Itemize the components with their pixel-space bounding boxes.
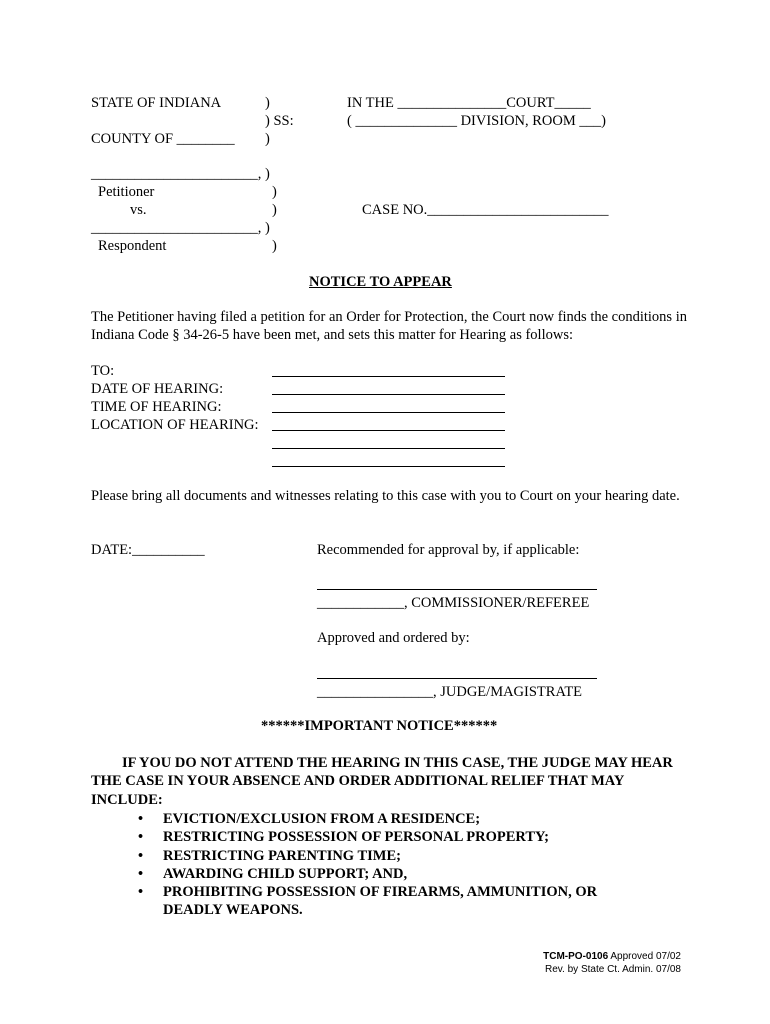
commissioner-field[interactable]: ____________, COMMISSIONER/REFEREE — [317, 595, 590, 611]
commissioner-signature-line[interactable] — [317, 589, 597, 590]
bullet-icon: • — [138, 829, 144, 846]
respondent-field[interactable]: _______________________, ) — [91, 220, 270, 236]
bring-documents-paragraph: Please bring all documents and witnesses relating to this case with you to Court on your hearing date. — [91, 488, 680, 504]
intro-paragraph: The Petitioner having filed a petition for an Order for Protection, the Court now finds the conditions in Indiana Code § 34-26-5 have been met, and sets this matter for Hearing as follows: — [91, 309, 687, 343]
list-item: • PROHIBITING POSSESSION OF FIREARMS, AMMUNITION, OR DEADLY WEAPONS. — [138, 884, 598, 919]
county-field[interactable]: COUNTY OF ________ — [91, 131, 235, 147]
caption-paren: ) — [265, 95, 270, 111]
case-number-field[interactable]: CASE NO._________________________ — [362, 202, 609, 218]
hearing-location-input-line[interactable] — [272, 430, 505, 431]
relief-list — [138, 810, 623, 920]
to-input-line[interactable] — [272, 376, 505, 377]
list-item: • RESTRICTING POSSESSION OF PERSONAL PROPERTY; — [138, 829, 549, 846]
hearing-time-input-line[interactable] — [272, 412, 505, 413]
court-field[interactable]: IN THE _______________COURT_____ — [347, 95, 591, 111]
caption-paren: ) — [265, 131, 270, 147]
petitioner-label: Petitioner — [98, 184, 155, 200]
division-room-field[interactable]: ( ______________ DIVISION, ROOM ___) — [347, 113, 606, 129]
approved-date: Approved 07/02 — [610, 951, 681, 962]
hearing-location-input-line-2[interactable] — [272, 448, 505, 449]
versus-label: vs. — [130, 202, 147, 218]
petitioner-field[interactable]: _______________________, ) — [91, 166, 270, 182]
list-item: • AWARDING CHILD SUPPORT; AND, — [138, 865, 408, 882]
date-field[interactable]: DATE:__________ — [91, 542, 205, 558]
state-label: STATE OF INDIANA — [91, 95, 222, 111]
form-code: TCM-PO-0106 — [543, 951, 609, 962]
bullet-icon: • — [138, 811, 144, 827]
list-item: • RESTRICTING PARENTING TIME; — [138, 847, 401, 864]
respondent-label: Respondent — [98, 238, 167, 254]
form-code-line — [543, 950, 681, 963]
bullet-icon: • — [138, 865, 144, 882]
bullet-icon: • — [138, 884, 144, 901]
approved-label: Approved and ordered by: — [317, 630, 470, 646]
warning-paragraph: IF YOU DO NOT ATTEND THE HEARING IN THIS CASE, THE JUDGE MAY HEAR THE CASE IN YOUR ABSENCE AND ORDER ADDITIONAL RELIEF THAT MAY INCLUDE: — [91, 755, 673, 808]
hearing-date-input-line[interactable] — [272, 394, 505, 395]
judge-signature-line[interactable] — [317, 678, 597, 679]
list-item: • EVICTION/EXCLUSION FROM A RESIDENCE; — [138, 811, 481, 827]
caption-paren: ) — [272, 202, 277, 218]
hearing-time-label: TIME OF HEARING: — [91, 399, 222, 415]
hearing-location-label: LOCATION OF HEARING: — [91, 417, 259, 433]
important-notice-heading: ******IMPORTANT NOTICE****** — [261, 718, 498, 734]
page-title: NOTICE TO APPEAR — [309, 274, 452, 290]
judge-field[interactable]: ________________, JUDGE/MAGISTRATE — [317, 684, 583, 700]
caption-paren-ss: ) SS: — [265, 113, 294, 129]
caption-paren: ) — [272, 238, 277, 254]
caption-paren: ) — [272, 184, 277, 200]
hearing-location-input-line-3[interactable] — [272, 466, 505, 467]
revision-line: Rev. by State Ct. Admin. 07/08 — [545, 964, 681, 975]
to-label: TO: — [91, 363, 115, 379]
bullet-icon: • — [138, 847, 144, 864]
recommended-label: Recommended for approval by, if applicable: — [317, 542, 580, 558]
hearing-date-label: DATE OF HEARING: — [91, 381, 224, 397]
